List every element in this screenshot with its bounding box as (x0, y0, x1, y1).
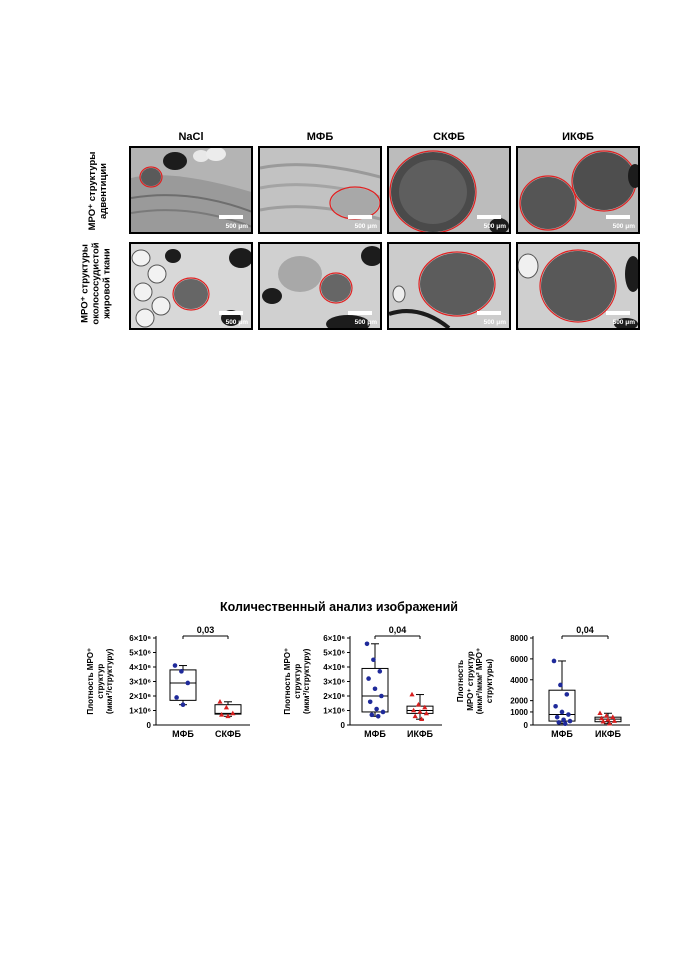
chart2-ylabel: Плотность МРО⁺ структур (мкм²/структуру) (282, 647, 311, 715)
chart3-a-point (553, 704, 558, 709)
chart2-y-tick-label: 3×10⁶ (323, 677, 345, 687)
chart2-y-tick-label: 1×10⁶ (323, 706, 345, 716)
chart2-a-point (371, 657, 376, 662)
chart3-y-tick-label: 2000 (510, 696, 528, 706)
scale-label: 500 μm (612, 223, 635, 230)
chart3-y-tick-label: 1000 (510, 707, 528, 717)
chart2-category-label: МФБ (364, 729, 386, 739)
chart3-a-point (565, 692, 570, 697)
chart2-p-value: 0,04 (388, 625, 407, 635)
chart1-p-value: 0,03 (196, 625, 215, 635)
chart2-a-point (366, 676, 371, 681)
chart3-category-label: ИКФБ (595, 729, 621, 739)
row-label-adventitia: МРО⁺ структуры адвентиции (87, 151, 109, 231)
chart3-a-point (560, 710, 565, 715)
chart1-y-tick-label: 3×10⁶ (129, 677, 151, 687)
chart3-y-tick-label: 8000 (510, 634, 528, 643)
chart2-a-point (381, 710, 386, 715)
column-header-ikfb: ИКФБ (562, 131, 594, 143)
chart1-b-box (215, 705, 241, 714)
chart3-y-tick-label: 0 (523, 721, 528, 730)
chart1-y-tick-label: 6×10⁶ (129, 634, 151, 643)
column-header-mfb: МФБ (306, 131, 334, 143)
chart3-b-point (597, 710, 602, 715)
chart2-y-tick-label: 0 (340, 721, 345, 730)
chart2-a-point (373, 686, 378, 691)
chart2-a-point (365, 642, 370, 647)
section-title: Количественный анализ изображений (220, 600, 458, 614)
chart1-ylabel: Плотность МРО⁺ структур (мкм²/структуру) (85, 647, 114, 715)
chart3-a-point (557, 720, 562, 725)
chart1-a-point (179, 669, 184, 674)
chart3-a-point (566, 712, 571, 717)
scale-label: 500 μm (225, 319, 248, 326)
chart3-ylabel: Плотность МРО⁺ структур (мкм²/мкм² МРО⁺ структуры) (456, 647, 494, 715)
chart1-a-point (181, 702, 186, 707)
scale-label: 500 μm (354, 223, 377, 230)
chart1-y-tick-label: 5×10⁶ (129, 648, 151, 658)
chart3-a-box (549, 690, 575, 721)
chart2-a-point (368, 700, 373, 705)
column-header-skfb: СКФБ (433, 131, 465, 143)
scale-label: 500 μm (483, 319, 506, 326)
chart1-category-label: МФБ (172, 729, 194, 739)
chart2-y-tick-label: 2×10⁶ (323, 692, 345, 701)
chart1-category-label: СКФБ (214, 729, 242, 739)
chart3-y-tick-label: 4000 (510, 675, 528, 685)
chart2-a-point (376, 714, 381, 719)
chart1-y-tick-label: 1×10⁶ (129, 706, 151, 716)
chart3-p-value: 0,04 (576, 625, 594, 635)
chart2-a-point (379, 694, 384, 699)
row-label-perivascular-fat: МРО⁺ структуры околососудистой жировой ткани (79, 242, 113, 325)
chart2-b-point (413, 714, 418, 719)
chart2-a-point (378, 669, 383, 674)
scale-label: 500 μm (354, 319, 377, 326)
column-header-nacl: NaCl (178, 131, 204, 143)
chart2-b-point (409, 692, 414, 697)
chart3-a-point (552, 659, 557, 664)
chart3-a-point (568, 719, 573, 724)
chart3-b-point (610, 714, 615, 719)
chart2-y-tick-label: 5×10⁶ (323, 648, 345, 658)
chart2-category-label: ИКФБ (407, 729, 433, 739)
scale-label: 500 μm (483, 223, 506, 230)
chart3-a-point (555, 715, 560, 720)
chart2-y-tick-label: 6×10⁶ (323, 634, 345, 643)
chart3-a-point (561, 717, 566, 722)
chart3-a-point (563, 721, 568, 726)
chart1-a-point (174, 695, 179, 700)
chart2-y-tick-label: 4×10⁶ (323, 663, 345, 672)
chart1-y-tick-label: 0 (146, 721, 151, 730)
chart3-a-point (558, 683, 563, 688)
chart3-category-label: МФБ (551, 729, 573, 739)
scale-label: 500 μm (612, 319, 635, 326)
scale-label: 500 μm (225, 223, 248, 230)
chart1-a-point (186, 681, 191, 686)
chart2-a-point (374, 707, 379, 712)
chart3-y-tick-label: 6000 (510, 654, 528, 664)
chart1-b-point (217, 699, 222, 704)
chart1-y-tick-label: 2×10⁶ (129, 692, 151, 701)
chart2-a-point (370, 713, 375, 718)
chart1-a-point (173, 663, 178, 668)
chart1-y-tick-label: 4×10⁶ (129, 663, 151, 672)
chart1-a-box (170, 670, 196, 700)
